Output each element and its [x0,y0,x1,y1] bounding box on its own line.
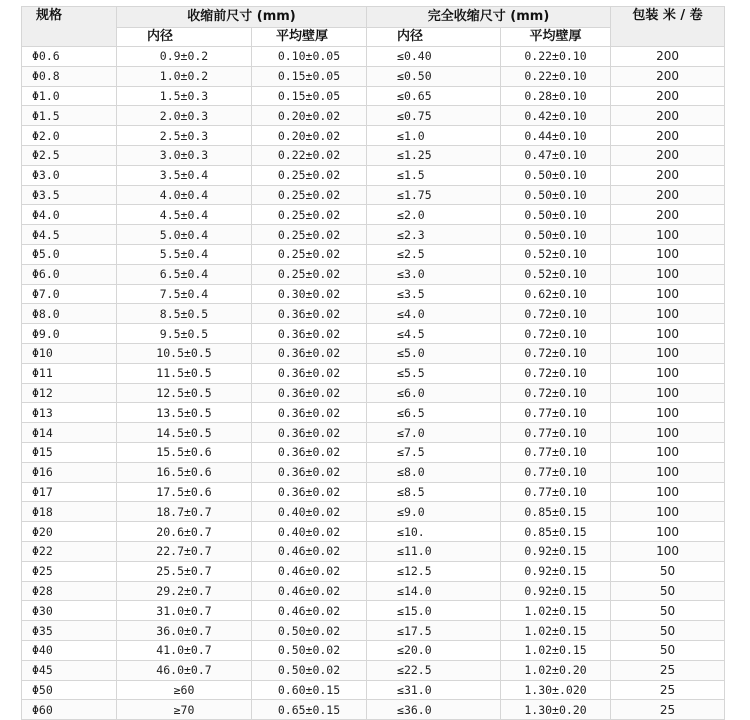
cell-inner-diameter-after: ≤1.75 [367,185,501,205]
cell-package: 200 [611,47,725,67]
table-row [22,700,725,720]
cell-package: 100 [611,363,725,383]
cell-spec: Φ35 [22,621,117,641]
cell-inner-diameter-before: 17.5±0.6 [117,482,252,502]
cell-inner-diameter-after: ≤1.25 [367,145,501,165]
cell-wall-before: 0.25±0.02 [252,225,367,245]
cell-package: 200 [611,205,725,225]
cell-inner-diameter-after: ≤15.0 [367,601,501,621]
cell-spec: Φ1.5 [22,106,117,126]
cell-wall-after: 0.72±0.10 [501,304,611,324]
cell-package: 50 [611,561,725,581]
cell-wall-after: 0.72±0.10 [501,363,611,383]
cell-inner-diameter-before: 16.5±0.6 [117,462,252,482]
cell-wall-after: 1.02±0.20 [501,660,611,680]
cell-inner-diameter-after: ≤2.3 [367,225,501,245]
cell-spec: Φ40 [22,640,117,660]
cell-inner-diameter-after: ≤8.0 [367,462,501,482]
cell-inner-diameter-after: ≤11.0 [367,541,501,561]
cell-wall-before: 0.25±0.02 [252,264,367,284]
table-row [22,264,725,284]
cell-wall-after: 0.92±0.15 [501,541,611,561]
cell-inner-diameter-before: 5.5±0.4 [117,244,252,264]
cell-inner-diameter-before: 20.6±0.7 [117,522,252,542]
cell-wall-after: 0.77±0.10 [501,442,611,462]
header-wall-after: 平均壁厚 [501,28,611,47]
cell-inner-diameter-before: 7.5±0.4 [117,284,252,304]
cell-spec: Φ11 [22,363,117,383]
cell-package: 100 [611,403,725,423]
cell-wall-before: 0.22±0.02 [252,145,367,165]
cell-wall-before: 0.40±0.02 [252,522,367,542]
cell-wall-before: 0.30±0.02 [252,284,367,304]
cell-wall-before: 0.36±0.02 [252,423,367,443]
cell-package: 50 [611,581,725,601]
table-row [22,86,725,106]
cell-wall-before: 0.25±0.02 [252,205,367,225]
cell-wall-after: 0.85±0.15 [501,502,611,522]
cell-spec: Φ25 [22,561,117,581]
cell-inner-diameter-after: ≤3.5 [367,284,501,304]
cell-wall-before: 0.36±0.02 [252,442,367,462]
table-row [22,126,725,146]
cell-package: 50 [611,621,725,641]
cell-spec: Φ3.5 [22,185,117,205]
cell-spec: Φ22 [22,541,117,561]
cell-wall-after: 1.30±0.20 [501,700,611,720]
cell-inner-diameter-after: ≤7.0 [367,423,501,443]
cell-wall-before: 0.50±0.02 [252,660,367,680]
cell-inner-diameter-before: 6.5±0.4 [117,264,252,284]
cell-package: 100 [611,244,725,264]
cell-wall-after: 0.92±0.15 [501,561,611,581]
cell-spec: Φ14 [22,423,117,443]
cell-wall-before: 0.15±0.05 [252,86,367,106]
cell-wall-before: 0.50±0.02 [252,621,367,641]
cell-wall-before: 0.36±0.02 [252,363,367,383]
cell-package: 100 [611,343,725,363]
cell-wall-before: 0.36±0.02 [252,343,367,363]
cell-wall-after: 0.77±0.10 [501,403,611,423]
cell-inner-diameter-before: 2.5±0.3 [117,126,252,146]
cell-wall-after: 0.42±0.10 [501,106,611,126]
cell-spec: Φ8.0 [22,304,117,324]
cell-wall-after: 0.85±0.15 [501,522,611,542]
cell-wall-after: 1.02±0.15 [501,621,611,641]
cell-inner-diameter-after: ≤7.5 [367,442,501,462]
cell-inner-diameter-after: ≤36.0 [367,700,501,720]
cell-spec: Φ18 [22,502,117,522]
cell-package: 100 [611,324,725,344]
table-row [22,363,725,383]
table-row [22,640,725,660]
cell-spec: Φ60 [22,700,117,720]
cell-wall-before: 0.60±0.15 [252,680,367,700]
spec-table [21,6,725,720]
cell-wall-before: 0.36±0.02 [252,462,367,482]
cell-inner-diameter-after: ≤4.5 [367,324,501,344]
cell-wall-before: 0.36±0.02 [252,403,367,423]
cell-package: 25 [611,700,725,720]
cell-inner-diameter-after: ≤2.0 [367,205,501,225]
header-row-main [22,7,725,28]
cell-inner-diameter-before: 18.7±0.7 [117,502,252,522]
cell-inner-diameter-before: 3.0±0.3 [117,145,252,165]
cell-package: 100 [611,442,725,462]
cell-package: 100 [611,264,725,284]
cell-inner-diameter-before: 12.5±0.5 [117,383,252,403]
cell-wall-before: 0.46±0.02 [252,601,367,621]
cell-inner-diameter-after: ≤9.0 [367,502,501,522]
cell-inner-diameter-after: ≤5.0 [367,343,501,363]
cell-inner-diameter-before: ≥70 [117,700,252,720]
cell-inner-diameter-before: 29.2±0.7 [117,581,252,601]
cell-package: 100 [611,522,725,542]
cell-inner-diameter-after: ≤0.75 [367,106,501,126]
cell-wall-before: 0.36±0.02 [252,324,367,344]
cell-inner-diameter-before: 31.0±0.7 [117,601,252,621]
cell-inner-diameter-before: 1.0±0.2 [117,66,252,86]
table-row [22,343,725,363]
table-row [22,324,725,344]
cell-package: 200 [611,185,725,205]
cell-wall-before: 0.36±0.02 [252,304,367,324]
cell-wall-after: 0.44±0.10 [501,126,611,146]
table-row [22,680,725,700]
cell-package: 100 [611,304,725,324]
cell-inner-diameter-after: ≤10. [367,522,501,542]
cell-spec: Φ3.0 [22,165,117,185]
cell-wall-after: 1.02±0.15 [501,640,611,660]
cell-spec: Φ4.5 [22,225,117,245]
table-row [22,581,725,601]
cell-wall-before: 0.46±0.02 [252,581,367,601]
cell-inner-diameter-before: 4.5±0.4 [117,205,252,225]
cell-inner-diameter-before: 5.0±0.4 [117,225,252,245]
cell-spec: Φ15 [22,442,117,462]
table-row [22,541,725,561]
cell-inner-diameter-after: ≤20.0 [367,640,501,660]
cell-wall-after: 0.28±0.10 [501,86,611,106]
cell-inner-diameter-after: ≤17.5 [367,621,501,641]
cell-wall-after: 1.02±0.15 [501,601,611,621]
cell-wall-after: 0.72±0.10 [501,343,611,363]
cell-spec: Φ4.0 [22,205,117,225]
table-row [22,47,725,67]
cell-wall-before: 0.46±0.02 [252,541,367,561]
cell-package: 100 [611,284,725,304]
cell-inner-diameter-before: 3.5±0.4 [117,165,252,185]
cell-wall-after: 0.52±0.10 [501,264,611,284]
table-row [22,145,725,165]
cell-package: 200 [611,165,725,185]
table-row [22,244,725,264]
cell-package: 100 [611,541,725,561]
cell-wall-after: 0.50±0.10 [501,185,611,205]
cell-spec: Φ10 [22,343,117,363]
cell-package: 50 [611,640,725,660]
table-row [22,106,725,126]
cell-spec: Φ5.0 [22,244,117,264]
header-after-shrink: 完全收缩尺寸 (mm) [367,7,611,28]
cell-wall-before: 0.15±0.05 [252,66,367,86]
cell-package: 25 [611,680,725,700]
header-before-shrink: 收缩前尺寸 (mm) [117,7,367,28]
cell-wall-before: 0.20±0.02 [252,126,367,146]
cell-package: 100 [611,502,725,522]
table-row [22,442,725,462]
table-row [22,403,725,423]
cell-inner-diameter-before: 14.5±0.5 [117,423,252,443]
cell-inner-diameter-before: ≥60 [117,680,252,700]
table-row [22,423,725,443]
cell-inner-diameter-after: ≤2.5 [367,244,501,264]
cell-inner-diameter-after: ≤5.5 [367,363,501,383]
table-row [22,660,725,680]
cell-spec: Φ2.5 [22,145,117,165]
cell-wall-before: 0.65±0.15 [252,700,367,720]
cell-wall-after: 0.77±0.10 [501,482,611,502]
table-row [22,185,725,205]
table-row [22,561,725,581]
cell-inner-diameter-after: ≤14.0 [367,581,501,601]
cell-package: 200 [611,126,725,146]
cell-inner-diameter-before: 25.5±0.7 [117,561,252,581]
cell-spec: Φ13 [22,403,117,423]
cell-inner-diameter-after: ≤3.0 [367,264,501,284]
cell-inner-diameter-before: 46.0±0.7 [117,660,252,680]
cell-wall-after: 0.92±0.15 [501,581,611,601]
cell-wall-after: 0.47±0.10 [501,145,611,165]
table-row [22,462,725,482]
cell-inner-diameter-before: 1.5±0.3 [117,86,252,106]
table-row [22,502,725,522]
header-inner-diameter-before: 内径 [117,28,252,47]
cell-wall-before: 0.36±0.02 [252,383,367,403]
cell-wall-after: 0.52±0.10 [501,244,611,264]
cell-spec: Φ2.0 [22,126,117,146]
table-row [22,225,725,245]
cell-inner-diameter-before: 36.0±0.7 [117,621,252,641]
header-wall-before: 平均壁厚 [252,28,367,47]
cell-spec: Φ17 [22,482,117,502]
cell-inner-diameter-after: ≤4.0 [367,304,501,324]
cell-inner-diameter-after: ≤0.50 [367,66,501,86]
cell-inner-diameter-before: 9.5±0.5 [117,324,252,344]
cell-wall-before: 0.20±0.02 [252,106,367,126]
cell-wall-after: 0.50±0.10 [501,205,611,225]
table-row [22,522,725,542]
cell-package: 200 [611,66,725,86]
cell-spec: Φ7.0 [22,284,117,304]
header-spec: 规格 [22,7,117,47]
cell-wall-after: 0.22±0.10 [501,66,611,86]
spec-table-container [21,6,725,720]
cell-inner-diameter-after: ≤31.0 [367,680,501,700]
cell-inner-diameter-before: 4.0±0.4 [117,185,252,205]
cell-spec: Φ12 [22,383,117,403]
cell-wall-after: 1.30±.020 [501,680,611,700]
table-row [22,304,725,324]
cell-inner-diameter-after: ≤22.5 [367,660,501,680]
cell-inner-diameter-before: 41.0±0.7 [117,640,252,660]
cell-wall-after: 0.72±0.10 [501,383,611,403]
header-inner-diameter-after: 内径 [367,28,501,47]
cell-inner-diameter-before: 13.5±0.5 [117,403,252,423]
cell-wall-after: 0.50±0.10 [501,225,611,245]
cell-wall-after: 0.50±0.10 [501,165,611,185]
cell-inner-diameter-after: ≤6.0 [367,383,501,403]
cell-wall-before: 0.40±0.02 [252,502,367,522]
table-row [22,383,725,403]
cell-package: 100 [611,225,725,245]
cell-wall-before: 0.46±0.02 [252,561,367,581]
table-row [22,621,725,641]
cell-package: 200 [611,145,725,165]
cell-wall-before: 0.25±0.02 [252,244,367,264]
cell-inner-diameter-after: ≤1.5 [367,165,501,185]
cell-inner-diameter-before: 10.5±0.5 [117,343,252,363]
cell-spec: Φ9.0 [22,324,117,344]
table-row [22,601,725,621]
cell-wall-before: 0.36±0.02 [252,482,367,502]
cell-spec: Φ0.8 [22,66,117,86]
cell-spec: Φ28 [22,581,117,601]
table-row [22,284,725,304]
cell-wall-before: 0.25±0.02 [252,185,367,205]
table-row [22,165,725,185]
cell-spec: Φ30 [22,601,117,621]
cell-wall-before: 0.25±0.02 [252,165,367,185]
cell-package: 100 [611,462,725,482]
cell-spec: Φ50 [22,680,117,700]
cell-inner-diameter-before: 11.5±0.5 [117,363,252,383]
cell-package: 200 [611,106,725,126]
cell-spec: Φ6.0 [22,264,117,284]
cell-inner-diameter-after: ≤6.5 [367,403,501,423]
header-package: 包装 米 / 卷 [611,7,725,47]
cell-spec: Φ20 [22,522,117,542]
cell-spec: Φ45 [22,660,117,680]
table-row [22,205,725,225]
cell-inner-diameter-after: ≤12.5 [367,561,501,581]
table-body [22,47,725,720]
cell-spec: Φ1.0 [22,86,117,106]
cell-wall-after: 0.22±0.10 [501,47,611,67]
cell-inner-diameter-after: ≤0.65 [367,86,501,106]
cell-inner-diameter-after: ≤8.5 [367,482,501,502]
table-row [22,66,725,86]
cell-wall-after: 0.77±0.10 [501,423,611,443]
cell-wall-after: 0.77±0.10 [501,462,611,482]
cell-wall-before: 0.50±0.02 [252,640,367,660]
cell-inner-diameter-before: 15.5±0.6 [117,442,252,462]
cell-package: 25 [611,660,725,680]
cell-inner-diameter-before: 2.0±0.3 [117,106,252,126]
cell-package: 100 [611,383,725,403]
cell-package: 50 [611,601,725,621]
cell-inner-diameter-before: 8.5±0.5 [117,304,252,324]
cell-package: 200 [611,86,725,106]
cell-inner-diameter-before: 22.7±0.7 [117,541,252,561]
cell-inner-diameter-after: ≤0.40 [367,47,501,67]
cell-package: 100 [611,423,725,443]
cell-wall-after: 0.72±0.10 [501,324,611,344]
table-row [22,482,725,502]
cell-wall-before: 0.10±0.05 [252,47,367,67]
cell-spec: Φ0.6 [22,47,117,67]
cell-inner-diameter-after: ≤1.0 [367,126,501,146]
cell-package: 100 [611,482,725,502]
cell-wall-after: 0.62±0.10 [501,284,611,304]
cell-inner-diameter-before: 0.9±0.2 [117,47,252,67]
cell-spec: Φ16 [22,462,117,482]
